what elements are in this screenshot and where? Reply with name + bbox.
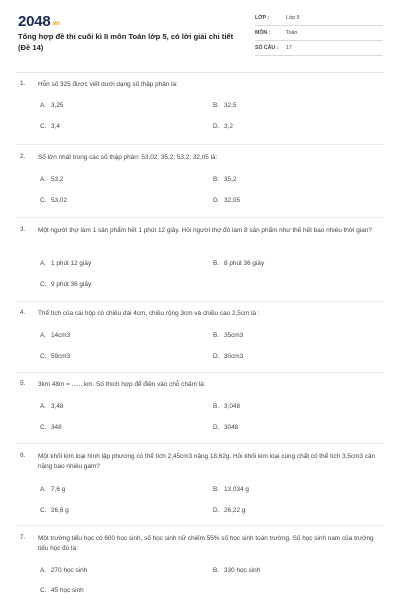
option-letter: D. xyxy=(213,197,220,204)
option-letter: B. xyxy=(213,176,220,183)
question-3 xyxy=(0,224,400,294)
logo-suffix: .vn xyxy=(51,21,60,27)
question-number: 6. xyxy=(20,452,26,459)
option-d[interactable] xyxy=(213,424,238,431)
question-stem: Thể tích của cái hộp có chiều dài 4cm, chiều rộng 3cm và chiều cao 2,5cm là : xyxy=(38,310,260,317)
option-letter: C. xyxy=(40,281,47,288)
option-text: 59cm3 xyxy=(51,353,71,360)
option-text: 26,6 g xyxy=(51,507,69,514)
option-letter: B. xyxy=(213,332,220,339)
option-letter: B. xyxy=(213,102,220,109)
option-text: 1 phút 12 giây xyxy=(51,260,92,267)
option-text: 32,5 xyxy=(224,102,237,109)
meta-value: 17 xyxy=(286,45,292,51)
question-number: 2. xyxy=(20,153,26,160)
option-text: 53,2 xyxy=(51,176,64,183)
option-text: 3,2 xyxy=(224,123,233,130)
header-divider xyxy=(16,72,384,73)
option-d[interactable] xyxy=(213,123,233,130)
logo-text: 2048 xyxy=(18,13,51,30)
document-header xyxy=(0,0,400,72)
option-text: 53,02 xyxy=(51,197,67,204)
option-b[interactable] xyxy=(213,567,260,574)
question-stem: Một khối kim loại hình lập phương có thể tích 2,45cm3 nặng 18,62g. Hỏi khối kim loại cùng chất có thể tích 3,5cm3 cân nặng bao nhiêu gam? xyxy=(38,453,376,470)
option-b[interactable] xyxy=(213,403,240,410)
question-6 xyxy=(0,450,400,520)
document-title: Tổng hợp đề thi cuối kì II môn Toán lớp 5, có lời giải chi tiết (Đề 14) xyxy=(18,32,234,52)
option-letter: B. xyxy=(213,486,220,493)
option-letter: C. xyxy=(40,353,47,360)
option-a[interactable] xyxy=(40,403,63,410)
option-letter: D. xyxy=(213,123,220,130)
option-b[interactable] xyxy=(213,260,264,267)
option-text: 270 học sinh xyxy=(51,567,88,574)
option-letter: D. xyxy=(213,353,220,360)
title-block xyxy=(18,32,246,53)
option-b[interactable] xyxy=(213,332,243,339)
option-letter: C. xyxy=(40,197,47,204)
option-text: 32,05 xyxy=(224,197,240,204)
question-stem: Hỗn số 325 được viết dưới dạng số thập phân là: xyxy=(38,81,178,88)
option-c[interactable] xyxy=(40,197,67,204)
meta-row-grade xyxy=(255,14,383,26)
option-letter: B. xyxy=(213,567,220,574)
option-b[interactable] xyxy=(213,102,236,109)
question-number: 4. xyxy=(20,309,26,316)
meta-row-subject xyxy=(255,29,383,41)
option-a[interactable] xyxy=(40,486,65,493)
option-text: 35cm3 xyxy=(224,332,244,339)
question-stem: Một trường tiểu học có 600 học sinh, số học sinh nữ chiếm 55% số học sinh toàn trường. Số học sinh nam của trường tiểu học đó là: xyxy=(38,535,374,552)
question-stem: 3km 48m = .......km. Số thích hợp để điền vào chỗ chấm là: xyxy=(38,381,206,388)
question-stem: Số lớn nhất trong các số thập phân: 53,02; 35,2; 53,2; 32,05 là: xyxy=(38,154,218,161)
option-a[interactable] xyxy=(40,567,87,574)
option-c[interactable] xyxy=(40,281,91,288)
question-stem: Một người thợ làm 1 sản phẩm hết 1 phút 12 giây. Hỏi người thợ đó làm 8 sản phẩm như thế hết bao nhiêu thời gian? xyxy=(38,227,372,234)
option-d[interactable] xyxy=(213,507,245,514)
question-divider xyxy=(16,217,384,218)
option-c[interactable] xyxy=(40,353,70,360)
option-b[interactable] xyxy=(213,176,236,183)
option-c[interactable] xyxy=(40,424,62,431)
question-4 xyxy=(0,307,400,367)
option-letter: C. xyxy=(40,123,47,130)
option-letter: A. xyxy=(40,102,47,109)
question-divider xyxy=(16,443,384,444)
option-b[interactable] xyxy=(213,486,249,493)
option-d[interactable] xyxy=(213,353,243,360)
option-text: 35,2 xyxy=(224,176,237,183)
option-text: 348 xyxy=(51,424,62,431)
option-text: 45 học sinh xyxy=(51,587,84,594)
option-letter: C. xyxy=(40,507,47,514)
option-text: 8 phút 36 giây xyxy=(224,260,265,267)
option-letter: C. xyxy=(40,587,47,594)
option-text: 9 phút 36 giây xyxy=(51,281,92,288)
question-number: 3. xyxy=(20,226,26,233)
option-text: 330 học sinh xyxy=(224,567,261,574)
question-number: 5. xyxy=(20,380,26,387)
meta-value: Toán xyxy=(286,30,298,36)
option-text: 7,6 g xyxy=(51,486,66,493)
option-letter: A. xyxy=(40,486,47,493)
option-letter: D. xyxy=(213,507,220,514)
option-text: 30cm3 xyxy=(224,353,244,360)
meta-info xyxy=(255,14,383,59)
question-2 xyxy=(0,151,400,211)
option-a[interactable] xyxy=(40,102,63,109)
option-text: 3,4 xyxy=(51,123,60,130)
option-letter: B. xyxy=(213,403,220,410)
question-divider xyxy=(16,372,384,373)
option-text: 14cm3 xyxy=(51,332,71,339)
option-letter: C. xyxy=(40,424,47,431)
option-a[interactable] xyxy=(40,260,91,267)
option-letter: A. xyxy=(40,176,47,183)
option-a[interactable] xyxy=(40,332,70,339)
meta-label: MÔN : xyxy=(255,30,271,36)
question-number: 1. xyxy=(20,80,26,87)
option-c[interactable] xyxy=(40,507,69,514)
meta-label: LỚP : xyxy=(255,15,270,21)
option-letter: A. xyxy=(40,260,47,267)
option-text: 3,048 xyxy=(224,403,240,410)
option-text: 3,48 xyxy=(51,403,64,410)
option-a[interactable] xyxy=(40,176,63,183)
question-7 xyxy=(0,532,400,600)
option-text: 3,25 xyxy=(51,102,64,109)
question-1 xyxy=(0,78,400,138)
option-letter: D. xyxy=(213,424,220,431)
option-c[interactable] xyxy=(40,123,60,130)
option-text: 13,034 g xyxy=(224,486,249,493)
meta-value: Lớp 5 xyxy=(286,15,300,21)
option-text: 3048 xyxy=(224,424,239,431)
option-letter: A. xyxy=(40,332,47,339)
question-divider xyxy=(16,301,384,302)
question-5 xyxy=(0,378,400,438)
site-logo[interactable] xyxy=(18,14,60,32)
meta-label: SỐ CÂU : xyxy=(255,45,279,51)
option-letter: B. xyxy=(213,260,220,267)
option-letter: A. xyxy=(40,567,47,574)
option-text: 26,22 g xyxy=(224,507,246,514)
option-d[interactable] xyxy=(213,197,240,204)
option-letter: A. xyxy=(40,403,47,410)
option-c[interactable] xyxy=(40,587,84,594)
meta-row-count xyxy=(255,44,383,56)
question-divider xyxy=(16,144,384,145)
question-number: 7. xyxy=(20,534,26,541)
question-divider xyxy=(16,525,384,526)
